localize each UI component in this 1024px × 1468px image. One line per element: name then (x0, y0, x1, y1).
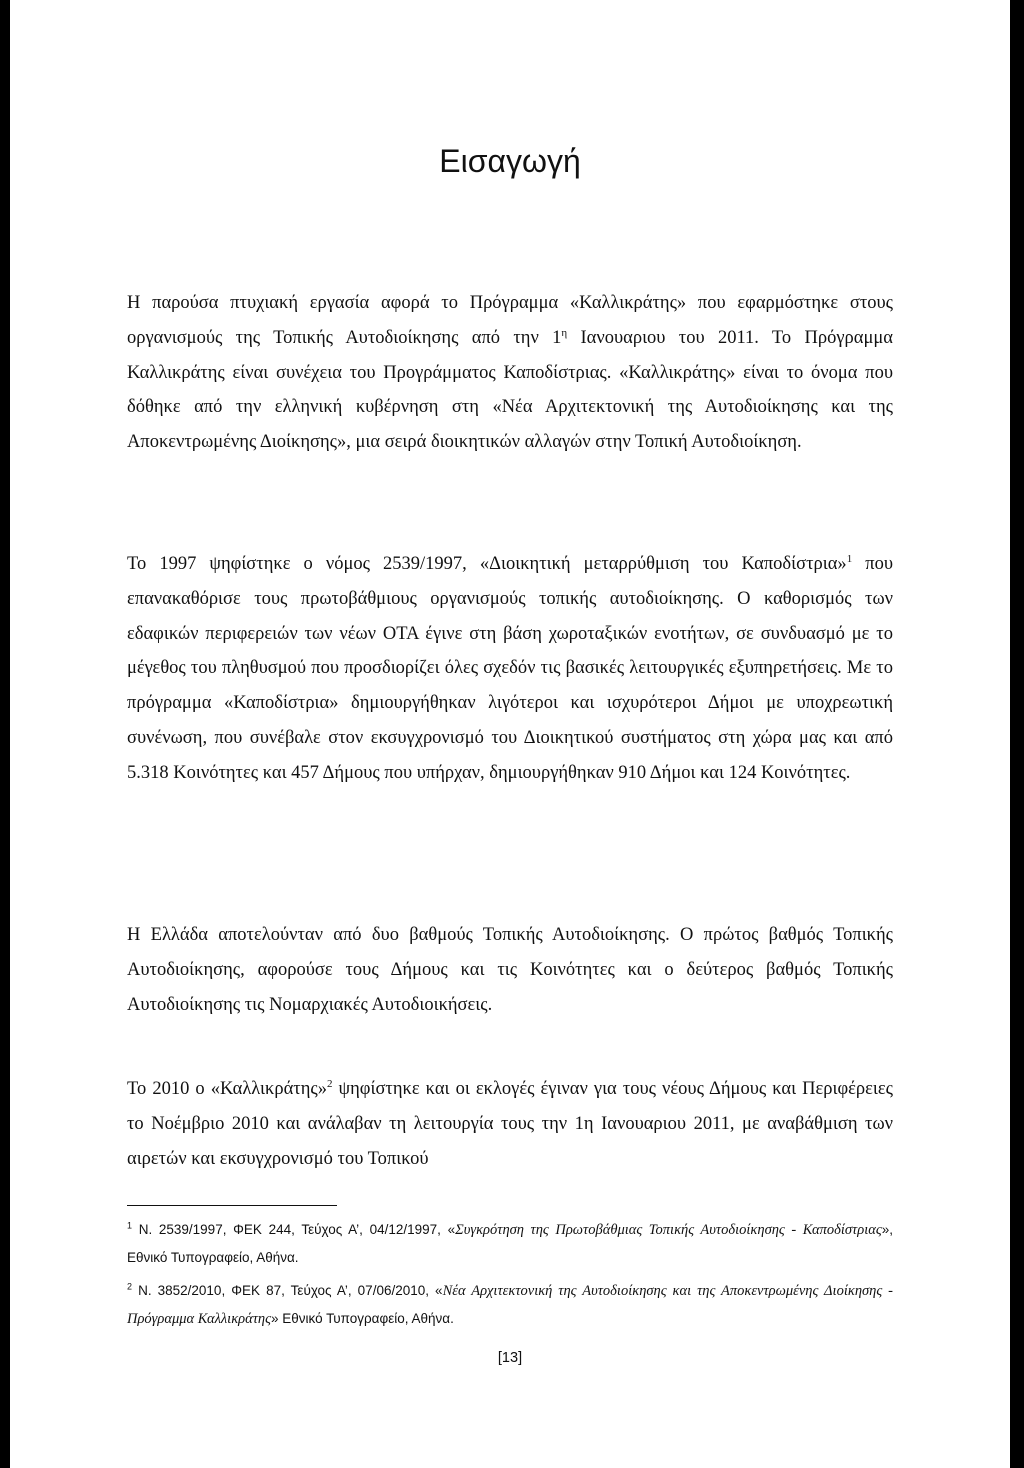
footnote-1-mark: 1 (127, 1220, 133, 1231)
footnote-1-title: Συγκρότηση της Πρωτοβάθμιας Τοπικής Αυτοδιοίκησης - Καποδίστριας (455, 1222, 882, 1238)
paragraph-intro (127, 286, 893, 460)
footnote-2-mark: 2 (127, 1281, 133, 1292)
paragraph-kapodistrias-text-start: Το 1997 ψηφίστηκε ο νόμος 2539/1997, «Διοικητική μεταρρύθμιση του Καποδίστρια» (127, 554, 847, 574)
footnote-1-text: Ν. 2539/1997, ΦΕΚ 244, Τεύχος Α’, 04/12/1997, « (132, 1222, 456, 1237)
footnote-2-text: Ν. 3852/2010, ΦΕΚ 87, Τεύχος Α’, 07/06/2010, « (132, 1283, 443, 1298)
document-page (10, 0, 1010, 1468)
footnote-reference-2: 2 (326, 1077, 333, 1090)
footnote-2-end: » Εθνικό Τυπογραφείο, Αθήνα. (271, 1311, 454, 1326)
paragraph-kallikratis-text-start: Το 2010 ο «Καλλικράτης» (127, 1079, 327, 1099)
footnote-1-end: », Εθνικό Τυπογραφείο, Αθήνα. (127, 1222, 893, 1265)
footnote-2 (127, 1277, 893, 1333)
paragraph-degrees: Η Ελλάδα αποτελούνταν από δυο βαθμούς Τοπικής Αυτοδιοίκησης. Ο πρώτος βαθμός Τοπικής Αυτοδιοίκησης, αφορούσε τους Δήμους και τις Κοινότητες και ο δεύτερος βαθμός Τοπικής Αυτοδιοίκησης τις Νομαρχιακές Αυτοδιοικήσεις. (127, 925, 893, 1015)
footnote-separator (127, 1205, 337, 1206)
footnote-reference-1: 1 (846, 552, 853, 565)
footnote-1 (127, 1216, 893, 1271)
page-number: [13] (497, 1350, 523, 1366)
ordinal-superscript: η (561, 326, 568, 339)
paragraph-kapodistrias-text-end: που επανακαθόρισε τους πρωτοβάθμιους οργανισμούς τοπικής αυτοδιοίκησης. Ο καθορισμός των εδαφικών περιφερειών των νέων ΟΤΑ έγινε στη βάση χωροταξικών ενοτήτων, σε συνδυασμό με το μέγεθος του πληθυσμού που προσδιορίζει όλες σχεδόν τις βασικές λειτουργικές εξυπηρετήσεις. Με το πρόγραμμα «Καποδίστρια» δημιουργήθηκαν λιγότεροι και ισχυρότεροι Δήμοι με υποχρεωτική συνένωση, που συνέβαλε στον εκσυγχρονισμό του Διοικητικού συστήματος στη χώρα μας και από 5.318 Κοινότητες και 457 Δήμους που υπήρχαν, δημιουργήθηκαν 910 Δήμοι και 124 Κοινότητες. (127, 554, 893, 783)
paragraph-kallikratis (127, 1072, 893, 1176)
page-title: Εισαγωγή (439, 143, 581, 179)
paragraph-kallikratis-text-end: ψηφίστηκε και οι εκλογές έγιναν για τους νέους Δήμους και Περιφέρειες το Νοέμβριο 2010 και ανάλαβαν τη λειτουργία τους την 1η Ιανουαριου 2011, με αναβάθμιση των αιρετών και εκσυγχρονισμό του Τοπικού (127, 1079, 893, 1169)
footnote-2-title: Νέα Αρχιτεκτονική της Αυτοδιοίκησης και της Αποκεντρωμένης Διοίκησης - Πρόγραμμα Καλλικράτης (127, 1283, 893, 1327)
paragraph-intro-text-rest: Ιανουαριου του 2011. Το Πρόγραμμα Καλλικράτης είναι συνέχεια του Προγράμματος Καποδίστριας. «Καλλικράτης» είναι το όνομα που δόθηκε από την ελληνική κυβέρνηση στη «Νέα Αρχιτεκτονική της Αυτοδιοίκησης και της Αποκεντρωμένης Διοίκησης», μια σειρά διοικητικών αλλαγών στην Τοπική Αυτοδιοίκηση. (127, 327, 893, 453)
paragraph-kapodistrias (127, 547, 893, 791)
paragraph-intro-text: Η παρούσα πτυχιακή εργασία αφορά το Πρόγραμμα «Καλλικράτης» που εφαρμόστηκε στους οργανισμούς της Τοπικής Αυτοδιοίκησης από την 1 (127, 293, 893, 348)
